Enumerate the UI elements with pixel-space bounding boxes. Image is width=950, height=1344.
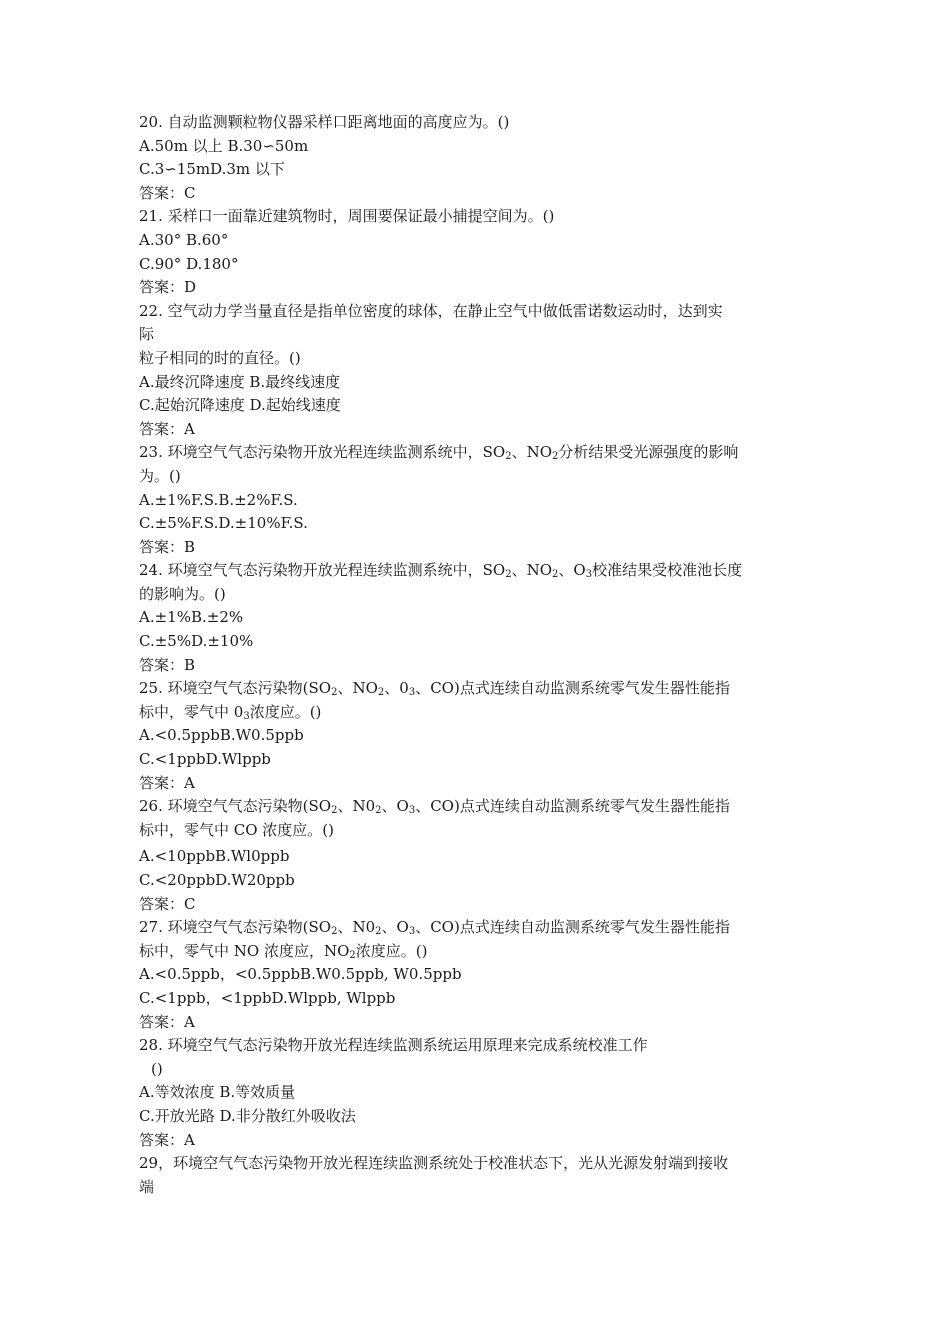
answer-line: 答案：A — [139, 1130, 195, 1149]
answer-line: 答案：A — [139, 773, 195, 792]
question-24: 24. 环境空气气态污染物开放光程连续监测系统中，$SO_2$、$NO_2$、$O_3$校准结果受校准池长度 — [139, 561, 743, 581]
question-29: 29，环境空气气态污染物开放光程连续监测系统处于校准状态下，光从光源发射端到接收 — [139, 1154, 729, 1173]
option-line: C.起始沉降速度 D.起始线速度 — [139, 396, 341, 415]
document-page — [139, 111, 819, 1199]
option-line: A.最终沉降速度 B.最终线速度 — [139, 372, 341, 391]
question-22-cont: 粒子相同的时的直径。() — [139, 348, 301, 367]
option-line: C.90° D.180° — [139, 254, 239, 273]
option-line: C.±5%D.±10% — [139, 632, 254, 651]
question-26-cont: 标中，零气中 CO 浓度应。() — [139, 820, 335, 839]
answer-line: 答案：C — [139, 894, 196, 913]
question-24-cont: 的影响为。() — [139, 584, 226, 603]
question-28: 28. 环境空气气态污染物开放光程连续监测系统运用原理来完成系统校准工作 — [139, 1036, 648, 1055]
answer-line: 答案：A — [139, 1012, 195, 1031]
option-line: A.<0.5ppbB.W0.5ppb — [139, 726, 304, 745]
question-28-cont: () — [151, 1059, 163, 1078]
option-line: A.等效浓度 B.等效质量 — [139, 1083, 296, 1102]
option-line: A.±1%B.±2% — [139, 608, 244, 627]
question-25-cont: 标中，零气中 $0_3$浓度应。() — [139, 702, 322, 722]
option-line: A.30° B.60° — [139, 230, 229, 249]
option-line: C.<20ppbD.W20ppb — [139, 871, 295, 889]
option-line: C.3∽15mD.3m 以下 — [139, 160, 285, 179]
answer-line: 答案：B — [139, 537, 196, 556]
option-line: C.开放光路 D.非分散红外吸收法 — [139, 1106, 356, 1125]
option-line: A.50m 以上 B.30∽50m — [139, 136, 309, 155]
answer-line: 答案：D — [139, 278, 197, 297]
option-line: A.<0.5ppb，<0.5ppbB.W0.5ppb, W0.5ppb — [139, 965, 462, 984]
question-23: 23. 环境空气气态污染物开放光程连续监测系统中，$SO_2$、$NO_2$分析结果受光源强度的影响 — [139, 443, 739, 463]
option-line: A.±1%F.S.B.±2%F.S. — [139, 490, 298, 509]
question-22: 22. 空气动力学当量直径是指单位密度的球体，在静止空气中做低雷诺数运动时，达到实 — [139, 301, 723, 320]
question-23-cont: 为。() — [139, 466, 181, 485]
question-20: 20. 自动监测颗粒物仪器采样口距离地面的高度应为。() — [139, 113, 510, 131]
option-line: C.<1ppb，<1ppbD.Wlppb, Wlppb — [139, 988, 396, 1007]
option-line: C.<1ppbD.Wlppb — [139, 750, 271, 769]
question-22-cont: 际 — [139, 325, 155, 344]
question-29-cont: 端 — [139, 1177, 155, 1196]
question-25: 25. 环境空气气态污染物($SO_2$、$NO_2$、$0_3$、CO)点式连续自动监测系统零气发生器性能指 — [139, 679, 730, 699]
question-27: 27. 环境空气气态污染物($SO_2$、$N0_2$、$O_3$、CO)点式连续自动监测系统零气发生器性能指 — [139, 918, 730, 938]
answer-line: 答案：C — [139, 183, 196, 202]
question-27-cont: 标中，零气中 NO 浓度应，$NO_2$浓度应。() — [139, 941, 428, 961]
answer-line: 答案：B — [139, 655, 196, 674]
option-line: C.±5%F.S.D.±10%F.S. — [139, 514, 308, 533]
question-21: 21. 采样口一面靠近建筑物时，周围要保证最小捕提空间为。() — [139, 207, 555, 226]
question-26: 26. 环境空气气态污染物($SO_2$、$N0_2$、$O_3$、CO)点式连续自动监测系统零气发生器性能指 — [139, 797, 730, 817]
answer-line: 答案：A — [139, 419, 195, 438]
option-line: A.<10ppbB.Wl0ppb — [139, 847, 290, 866]
